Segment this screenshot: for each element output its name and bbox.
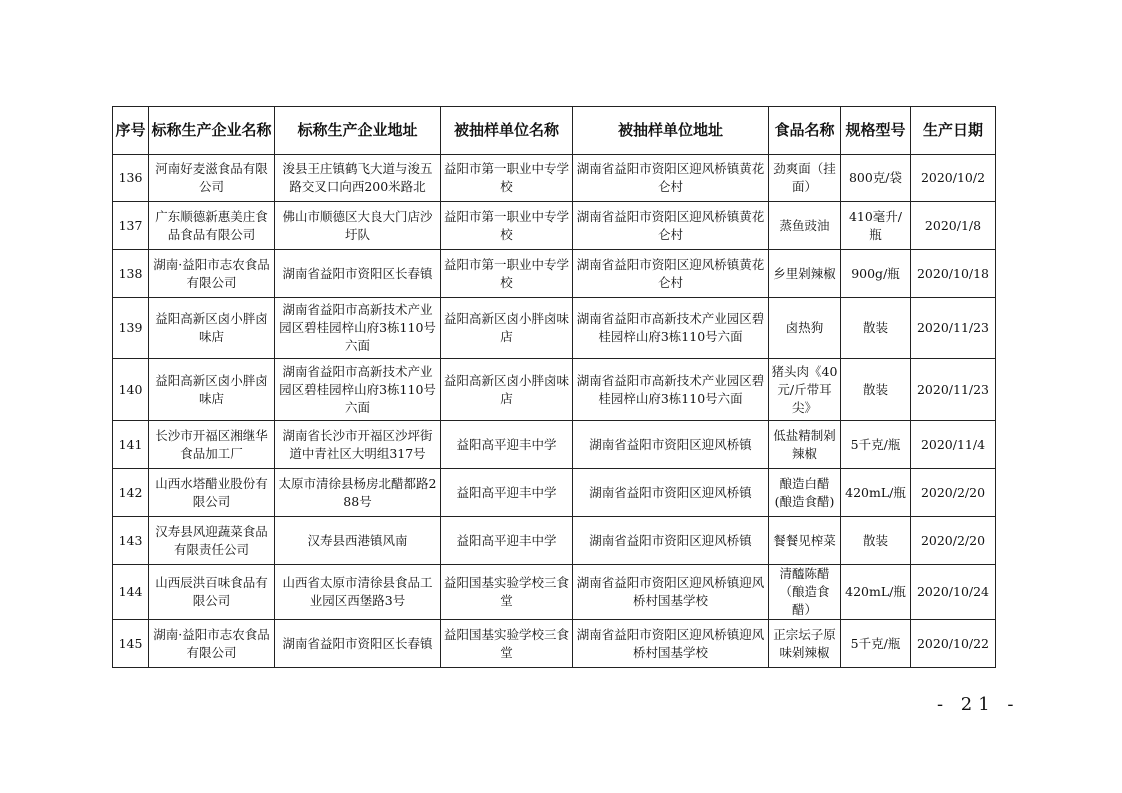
cell-food-name: 低盐精制剁辣椒 <box>769 421 841 469</box>
header-row <box>113 107 996 155</box>
table-row <box>113 565 996 620</box>
sampling-table <box>112 106 996 668</box>
cell-production-date: 2020/10/24 <box>911 565 996 620</box>
cell-food-name: 猪头肉《40元/斤带耳尖》 <box>769 359 841 421</box>
cell-production-date: 2020/2/20 <box>911 469 996 517</box>
cell-company: 长沙市开福区湘继华食品加工厂 <box>149 421 275 469</box>
cell-production-date: 2020/11/23 <box>911 359 996 421</box>
page-number: - 21 - <box>937 694 1020 715</box>
cell-production-date: 2020/10/2 <box>911 155 996 202</box>
cell-no: 137 <box>113 202 149 250</box>
table-row <box>113 202 996 250</box>
cell-sampled-unit: 益阳高新区卤小胖卤味店 <box>441 298 573 359</box>
cell-spec: 5千克/瓶 <box>841 620 911 668</box>
cell-sampled-unit: 益阳高新区卤小胖卤味店 <box>441 359 573 421</box>
cell-spec: 散装 <box>841 359 911 421</box>
cell-sampled-unit-address: 湖南省益阳市资阳区迎风桥镇黄花仑村 <box>573 202 769 250</box>
cell-company-address: 太原市清徐县杨房北醋都路288号 <box>275 469 441 517</box>
cell-no: 142 <box>113 469 149 517</box>
cell-company: 山西辰洪百味食品有限公司 <box>149 565 275 620</box>
cell-company-address: 佛山市顺德区大良大门店沙圩队 <box>275 202 441 250</box>
cell-spec: 420mL/瓶 <box>841 565 911 620</box>
cell-company: 河南好麦滋食品有限公司 <box>149 155 275 202</box>
col-header-sampled-unit-address: 被抽样单位地址 <box>573 107 769 155</box>
cell-company-address: 湖南省益阳市资阳区长春镇 <box>275 620 441 668</box>
cell-spec: 5千克/瓶 <box>841 421 911 469</box>
cell-sampled-unit: 益阳市第一职业中专学校 <box>441 202 573 250</box>
cell-no: 143 <box>113 517 149 565</box>
cell-company: 益阳高新区卤小胖卤味店 <box>149 359 275 421</box>
cell-spec: 410毫升/瓶 <box>841 202 911 250</box>
cell-company: 山西水塔醋业股份有限公司 <box>149 469 275 517</box>
cell-company-address: 汉寿县西港镇风南 <box>275 517 441 565</box>
cell-sampled-unit-address: 湖南省益阳市资阳区迎风桥镇 <box>573 421 769 469</box>
col-header-food-name: 食品名称 <box>769 107 841 155</box>
cell-food-name: 劲爽面（挂面） <box>769 155 841 202</box>
cell-sampled-unit-address: 湖南省益阳市资阳区迎风桥镇 <box>573 517 769 565</box>
cell-food-name: 正宗坛子原味剁辣椒 <box>769 620 841 668</box>
cell-food-name: 乡里剁辣椒 <box>769 250 841 298</box>
table-row <box>113 298 996 359</box>
cell-company: 湖南·益阳市志农食品有限公司 <box>149 250 275 298</box>
cell-no: 141 <box>113 421 149 469</box>
cell-sampled-unit-address: 湖南省益阳市资阳区迎风桥镇迎风桥村国基学校 <box>573 620 769 668</box>
table-row <box>113 620 996 668</box>
cell-no: 144 <box>113 565 149 620</box>
table-row <box>113 469 996 517</box>
cell-no: 139 <box>113 298 149 359</box>
cell-production-date: 2020/10/18 <box>911 250 996 298</box>
cell-spec: 900g/瓶 <box>841 250 911 298</box>
cell-sampled-unit: 益阳高平迎丰中学 <box>441 517 573 565</box>
cell-sampled-unit: 益阳高平迎丰中学 <box>441 469 573 517</box>
cell-production-date: 2020/11/23 <box>911 298 996 359</box>
cell-company: 益阳高新区卤小胖卤味店 <box>149 298 275 359</box>
cell-no: 145 <box>113 620 149 668</box>
table-row <box>113 517 996 565</box>
cell-sampled-unit: 益阳市第一职业中专学校 <box>441 155 573 202</box>
cell-sampled-unit-address: 湖南省益阳市资阳区迎风桥镇 <box>573 469 769 517</box>
col-header-sampled-unit: 被抽样单位名称 <box>441 107 573 155</box>
cell-company: 汉寿县风迎蔬菜食品有限责任公司 <box>149 517 275 565</box>
col-header-no: 序号 <box>113 107 149 155</box>
cell-no: 138 <box>113 250 149 298</box>
cell-company-address: 湖南省长沙市开福区沙坪街道中青社区大明组317号 <box>275 421 441 469</box>
table-row <box>113 155 996 202</box>
cell-food-name: 蒸鱼豉油 <box>769 202 841 250</box>
cell-food-name: 清醯陈醋（酿造食醋） <box>769 565 841 620</box>
col-header-production-date: 生产日期 <box>911 107 996 155</box>
cell-sampled-unit-address: 湖南省益阳市资阳区迎风桥镇迎风桥村国基学校 <box>573 565 769 620</box>
table-row <box>113 250 996 298</box>
cell-no: 136 <box>113 155 149 202</box>
cell-production-date: 2020/11/4 <box>911 421 996 469</box>
cell-sampled-unit-address: 湖南省益阳市高新技术产业园区碧桂园梓山府3栋110号六面 <box>573 359 769 421</box>
cell-spec: 散装 <box>841 517 911 565</box>
col-header-spec: 规格型号 <box>841 107 911 155</box>
cell-spec: 800克/袋 <box>841 155 911 202</box>
table-row <box>113 359 996 421</box>
cell-food-name: 餐餐见榨菜 <box>769 517 841 565</box>
cell-sampled-unit: 益阳国基实验学校三食堂 <box>441 620 573 668</box>
cell-company-address: 浚县王庄镇鹤飞大道与浚五路交叉口向西200米路北 <box>275 155 441 202</box>
cell-sampled-unit-address: 湖南省益阳市资阳区迎风桥镇黄花仑村 <box>573 250 769 298</box>
cell-company: 湖南·益阳市志农食品有限公司 <box>149 620 275 668</box>
cell-sampled-unit: 益阳市第一职业中专学校 <box>441 250 573 298</box>
cell-company-address: 湖南省益阳市资阳区长春镇 <box>275 250 441 298</box>
cell-production-date: 2020/10/22 <box>911 620 996 668</box>
table-row <box>113 421 996 469</box>
cell-company-address: 湖南省益阳市高新技术产业园区碧桂园梓山府3栋110号六面 <box>275 298 441 359</box>
cell-sampled-unit: 益阳国基实验学校三食堂 <box>441 565 573 620</box>
cell-food-name: 卤热狗 <box>769 298 841 359</box>
col-header-company-address: 标称生产企业地址 <box>275 107 441 155</box>
cell-company: 广东顺德新惠美庄食品食品有限公司 <box>149 202 275 250</box>
cell-food-name: 酿造白醋(酿造食醋) <box>769 469 841 517</box>
cell-sampled-unit: 益阳高平迎丰中学 <box>441 421 573 469</box>
cell-spec: 420mL/瓶 <box>841 469 911 517</box>
cell-production-date: 2020/2/20 <box>911 517 996 565</box>
cell-no: 140 <box>113 359 149 421</box>
cell-spec: 散装 <box>841 298 911 359</box>
col-header-company: 标称生产企业名称 <box>149 107 275 155</box>
cell-company-address: 山西省太原市清徐县食品工业园区西堡路3号 <box>275 565 441 620</box>
cell-sampled-unit-address: 湖南省益阳市资阳区迎风桥镇黄花仑村 <box>573 155 769 202</box>
cell-company-address: 湖南省益阳市高新技术产业园区碧桂园梓山府3栋110号六面 <box>275 359 441 421</box>
cell-production-date: 2020/1/8 <box>911 202 996 250</box>
cell-sampled-unit-address: 湖南省益阳市高新技术产业园区碧桂园梓山府3栋110号六面 <box>573 298 769 359</box>
